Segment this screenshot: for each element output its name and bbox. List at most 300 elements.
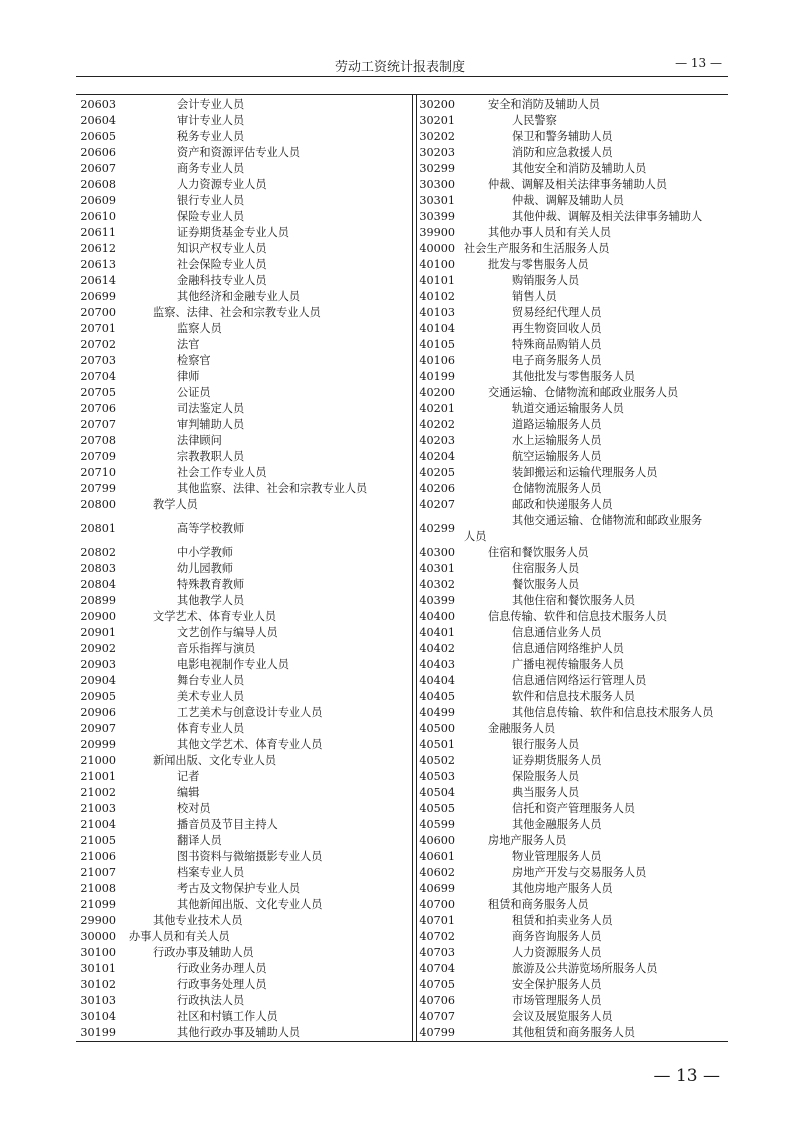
occupation-code: 20705 [80,386,116,399]
occupation-code: 40206 [419,482,455,495]
table-row [76,305,412,321]
occupation-name: 保卫和警务辅助人员 [512,130,613,143]
table-row [416,881,728,897]
table-row [76,257,412,273]
occupation-name: 资产和资源评估专业人员 [177,146,301,159]
occupation-name: 房地产开发与交易服务人员 [512,866,647,879]
table-row [416,305,728,321]
occupation-code: 40701 [419,914,455,927]
occupation-code: 21007 [80,866,116,879]
table-row [76,513,412,545]
occupation-name: 审判辅助人员 [177,418,245,431]
table-row [76,369,412,385]
occupation-name: 电影电视制作专业人员 [177,658,289,671]
occupation-name: 人民警察 [512,114,557,127]
occupation-name: 其他房地产服务人员 [512,882,613,895]
table-row [76,449,412,465]
occupation-code: 20707 [80,418,116,431]
occupation-code: 40202 [419,418,455,431]
occupation-name: 其他办事人员和有关人员 [488,226,612,239]
table-row [416,641,728,657]
occupation-name: 水上运输服务人员 [512,434,602,447]
occupation-code: 40504 [419,786,455,799]
occupation-code: 20906 [80,706,116,719]
occupation-code: 40207 [419,498,455,511]
table-left-column [76,97,412,1041]
table-row [76,177,412,193]
occupation-code: 40100 [419,258,455,271]
table-row [76,225,412,241]
occupation-name: 证券期货基金专业人员 [177,226,289,239]
table-row [76,113,412,129]
occupation-name: 信息通信业务人员 [512,626,602,639]
occupation-code: 40699 [419,882,455,895]
table-row [416,241,728,257]
table-row [416,113,728,129]
occupation-code: 20709 [80,450,116,463]
occupation-name: 办事人员和有关人员 [129,930,230,943]
page-header-title: 劳动工资统计报表制度 [334,60,465,75]
table-row [76,417,412,433]
occupation-code: 20905 [80,690,116,703]
occupation-name-line: 其他交通运输、仓储物流和邮政业服务 [512,514,703,527]
table-row [416,609,728,625]
occupation-code: 30200 [419,98,455,111]
table-row [416,897,728,913]
table-row [416,593,728,609]
table-row [76,209,412,225]
occupation-name: 中小学教师 [177,546,233,559]
table-row [416,929,728,945]
table-row [76,737,412,753]
occupation-name: 其他专业技术人员 [153,914,243,927]
occupation-name: 文学艺术、体育专业人员 [153,610,277,623]
occupation-name: 司法鉴定人员 [177,402,245,415]
table-row [416,513,728,545]
occupation-name: 银行服务人员 [512,738,580,751]
occupation-code: 40103 [419,306,455,319]
occupation-name: 银行专业人员 [177,194,245,207]
occupation-name: 再生物资回收人员 [512,322,602,335]
occupation-code: 30199 [80,1026,116,1039]
occupation-name: 装卸搬运和运输代理服务人员 [512,466,658,479]
occupation-code: 40204 [419,450,455,463]
occupation-name: 美术专业人员 [177,690,245,703]
occupation-code: 30202 [419,130,455,143]
occupation-code: 30399 [419,210,455,223]
occupation-name: 软件和信息技术服务人员 [512,690,636,703]
table-row [416,737,728,753]
occupation-name: 安全保护服务人员 [512,978,602,991]
occupation-name: 其他监察、法律、社会和宗教专业人员 [177,482,368,495]
occupation-code: 30300 [419,178,455,191]
occupation-code: 40703 [419,946,455,959]
occupation-code: 40199 [419,370,455,383]
table-row [76,145,412,161]
occupation-name: 教学人员 [153,498,198,511]
table-row [416,865,728,881]
occupation-code: 30104 [80,1010,116,1023]
table-row [416,161,728,177]
occupation-name: 租赁和商务服务人员 [488,898,589,911]
occupation-name: 特殊商品购销人员 [512,338,602,351]
occupation-name: 市场管理服务人员 [512,994,602,1007]
table-row [416,705,728,721]
occupation-code: 30103 [80,994,116,1007]
occupation-name: 物业管理服务人员 [512,850,602,863]
table-row [416,625,728,641]
table-row [416,417,728,433]
occupation-name: 广播电视传输服务人员 [512,658,624,671]
table-row [76,593,412,609]
table-row [416,1025,728,1041]
occupation-name: 租赁和拍卖业务人员 [512,914,613,927]
occupation-name: 高等学校教师 [177,522,245,535]
occupation-code: 20799 [80,482,116,495]
table-row [416,673,728,689]
occupation-name: 行政办事及辅助人员 [153,946,254,959]
occupation-name: 典当服务人员 [512,786,580,799]
occupation-name: 信息通信网络运行管理人员 [512,674,647,687]
table-row [76,769,412,785]
occupation-name: 餐饮服务人员 [512,578,580,591]
table-row [76,289,412,305]
occupation-name: 其他教学人员 [177,594,245,607]
occupation-name: 商务咨询服务人员 [512,930,602,943]
occupation-name: 社会工作专业人员 [177,466,267,479]
occupation-name: 道路运输服务人员 [512,418,602,431]
occupation-name: 仲裁、调解及相关法律事务辅助人员 [488,178,668,191]
occupation-code: 30201 [419,114,455,127]
occupation-code: 21004 [80,818,116,831]
occupation-name: 其他新闻出版、文化专业人员 [177,898,323,911]
occupation-name: 消防和应急救援人员 [512,146,613,159]
occupation-name: 社会保险专业人员 [177,258,267,271]
occupation-name: 其他金融服务人员 [512,818,602,831]
occupation-code: 40705 [419,978,455,991]
occupation-name: 知识产权专业人员 [177,242,267,255]
occupation-code: 30000 [80,930,116,943]
table-row [76,977,412,993]
occupation-name: 旅游及公共游览场所服务人员 [512,962,658,975]
occupation-code: 20708 [80,434,116,447]
occupation-name: 其他住宿和餐饮服务人员 [512,594,636,607]
occupation-code: 40402 [419,642,455,655]
occupation-code: 40200 [419,386,455,399]
table-row [76,193,412,209]
table-row [76,433,412,449]
occupation-code: 20803 [80,562,116,575]
table-row [416,481,728,497]
table-row [416,577,728,593]
occupation-code: 40502 [419,754,455,767]
table-row [76,545,412,561]
occupation-code: 20907 [80,722,116,735]
occupation-code: 40201 [419,402,455,415]
table-row [416,817,728,833]
occupation-name: 会议及展览服务人员 [512,1010,613,1023]
table-row [416,785,728,801]
table-row [76,993,412,1009]
table-row [416,1009,728,1025]
occupation-code: 20610 [80,210,116,223]
occupation-code: 39900 [419,226,455,239]
occupation-name: 其他仲裁、调解及相关法律事务辅助人 [512,210,703,223]
occupation-code: 40105 [419,338,455,351]
table-row [76,801,412,817]
occupation-name: 金融服务人员 [488,722,556,735]
table-row [416,225,728,241]
table-row [76,865,412,881]
table-row [76,929,412,945]
table-row [416,369,728,385]
occupation-name: 保险服务人员 [512,770,580,783]
table-row [416,177,728,193]
occupation-name: 舞台专业人员 [177,674,245,687]
occupation-code: 40602 [419,866,455,879]
occupation-name: 检察官 [177,354,211,367]
occupation-name [464,513,703,545]
occupation-code: 20999 [80,738,116,751]
occupation-name: 金融科技专业人员 [177,274,267,287]
occupation-name: 信息通信网络维护人员 [512,642,624,655]
occupation-code: 29900 [80,914,116,927]
occupation-code: 20903 [80,658,116,671]
occupation-code: 20613 [80,258,116,271]
occupation-code: 20700 [80,306,116,319]
table-row [76,609,412,625]
table-row [76,897,412,913]
occupation-name: 文艺创作与编导人员 [177,626,278,639]
occupation-name: 仲裁、调解及辅助人员 [512,194,624,207]
table-row [76,1009,412,1025]
occupation-code-table [76,94,728,1042]
occupation-code: 21005 [80,834,116,847]
occupation-code: 20611 [80,226,116,239]
table-row [416,689,728,705]
occupation-code: 40706 [419,994,455,1007]
table-row [416,977,728,993]
table-row [416,561,728,577]
occupation-name: 航空运输服务人员 [512,450,602,463]
occupation-name: 新闻出版、文化专业人员 [153,754,277,767]
occupation-name: 人力资源专业人员 [177,178,267,191]
occupation-name: 贸易经纪代理人员 [512,306,602,319]
occupation-name: 会计专业人员 [177,98,245,111]
table-row [76,657,412,673]
occupation-code: 20701 [80,322,116,335]
table-row [76,641,412,657]
table-row [76,881,412,897]
occupation-code: 20605 [80,130,116,143]
occupation-code: 40399 [419,594,455,607]
occupation-code: 21099 [80,898,116,911]
occupation-code: 40600 [419,834,455,847]
occupation-code: 40101 [419,274,455,287]
table-row [76,945,412,961]
occupation-name: 仓储物流服务人员 [512,482,602,495]
occupation-code: 20614 [80,274,116,287]
table-row [76,689,412,705]
occupation-code: 20612 [80,242,116,255]
occupation-code: 21006 [80,850,116,863]
occupation-name: 邮政和快递服务人员 [512,498,613,511]
table-right-column [416,97,728,1041]
occupation-code: 30203 [419,146,455,159]
occupation-name: 住宿服务人员 [512,562,580,575]
occupation-code: 20606 [80,146,116,159]
occupation-name: 特殊教育教师 [177,578,245,591]
occupation-name: 监察人员 [177,322,222,335]
occupation-code: 40799 [419,1026,455,1039]
table-row [416,753,728,769]
table-row [416,385,728,401]
occupation-code: 40501 [419,738,455,751]
occupation-code: 21008 [80,882,116,895]
table-row [76,241,412,257]
occupation-name: 其他文学艺术、体育专业人员 [177,738,323,751]
table-row [416,433,728,449]
table-row [416,321,728,337]
table-row [416,145,728,161]
table-row [416,337,728,353]
occupation-code: 30299 [419,162,455,175]
table-row [76,913,412,929]
table-row [76,401,412,417]
table-row [76,97,412,113]
occupation-code: 20804 [80,578,116,591]
occupation-name: 校对员 [177,802,211,815]
occupation-code: 20608 [80,178,116,191]
occupation-name: 房地产服务人员 [488,834,567,847]
occupation-code: 20902 [80,642,116,655]
occupation-code: 20609 [80,194,116,207]
occupation-name: 监察、法律、社会和宗教专业人员 [153,306,321,319]
occupation-name: 审计专业人员 [177,114,245,127]
occupation-code: 40102 [419,290,455,303]
occupation-name: 销售人员 [512,290,557,303]
occupation-code: 40702 [419,930,455,943]
occupation-name: 社区和村镇工作人员 [177,1010,278,1023]
table-row [416,913,728,929]
occupation-code: 30100 [80,946,116,959]
table-row [416,945,728,961]
table-row [416,801,728,817]
occupation-name: 行政事务处理人员 [177,978,267,991]
occupation-code: 40203 [419,434,455,447]
table-row [416,289,728,305]
occupation-code: 30301 [419,194,455,207]
occupation-code: 40106 [419,354,455,367]
table-row [416,465,728,481]
occupation-name: 其他租赁和商务服务人员 [512,1026,636,1039]
occupation-code: 30101 [80,962,116,975]
table-row [76,961,412,977]
occupation-name: 行政执法人员 [177,994,245,1007]
occupation-name: 安全和消防及辅助人员 [488,98,600,111]
occupation-code: 40499 [419,706,455,719]
table-row [416,721,728,737]
table-row [76,577,412,593]
occupation-name: 证券期货服务人员 [512,754,602,767]
occupation-code: 20710 [80,466,116,479]
occupation-code: 20899 [80,594,116,607]
occupation-name: 电子商务服务人员 [512,354,602,367]
table-row [416,193,728,209]
table-row [76,833,412,849]
occupation-code: 40601 [419,850,455,863]
table-row [76,481,412,497]
occupation-code: 20706 [80,402,116,415]
table-row [416,497,728,513]
table-row [76,465,412,481]
table-row [76,849,412,865]
occupation-name: 幼儿园教师 [177,562,233,575]
occupation-code: 20802 [80,546,116,559]
table-row [416,849,728,865]
occupation-name: 宗教教职人员 [177,450,245,463]
table-row [416,209,728,225]
occupation-code: 21001 [80,770,116,783]
occupation-name: 其他安全和消防及辅助人员 [512,162,647,175]
occupation-name: 其他经济和金融专业人员 [177,290,301,303]
occupation-name: 其他批发与零售服务人员 [512,370,636,383]
occupation-code: 40599 [419,818,455,831]
occupation-code: 40104 [419,322,455,335]
occupation-code: 40700 [419,898,455,911]
occupation-code: 40205 [419,466,455,479]
table-row [76,721,412,737]
occupation-name: 音乐指挥与演员 [177,642,256,655]
header-rule [76,76,728,77]
occupation-name: 住宿和餐饮服务人员 [488,546,589,559]
occupation-code: 40302 [419,578,455,591]
occupation-name-line: 人员 [464,530,487,543]
table-row [76,1025,412,1041]
occupation-code: 20702 [80,338,116,351]
occupation-code: 40403 [419,658,455,671]
occupation-code: 20703 [80,354,116,367]
occupation-code: 21002 [80,786,116,799]
occupation-name: 社会生产服务和生活服务人员 [464,242,610,255]
occupation-code: 40400 [419,610,455,623]
page-header-number: — 13 — [675,56,722,70]
occupation-code: 40505 [419,802,455,815]
table-row [76,673,412,689]
occupation-code: 21000 [80,754,116,767]
table-row [416,401,728,417]
table-row [416,129,728,145]
occupation-code: 20900 [80,610,116,623]
table-row [76,273,412,289]
table-row [76,353,412,369]
occupation-code: 40299 [419,522,455,535]
table-row [76,161,412,177]
occupation-code: 21003 [80,802,116,815]
occupation-code: 20604 [80,114,116,127]
occupation-name: 保险专业人员 [177,210,245,223]
occupation-name: 人力资源服务人员 [512,946,602,959]
occupation-code: 40503 [419,770,455,783]
occupation-name: 体育专业人员 [177,722,245,735]
occupation-code: 40300 [419,546,455,559]
table-row [76,321,412,337]
occupation-name: 信托和资产管理服务人员 [512,802,636,815]
occupation-name: 公证员 [177,386,211,399]
occupation-name: 档案专业人员 [177,866,245,879]
occupation-name: 法官 [177,338,200,351]
occupation-code: 40405 [419,690,455,703]
